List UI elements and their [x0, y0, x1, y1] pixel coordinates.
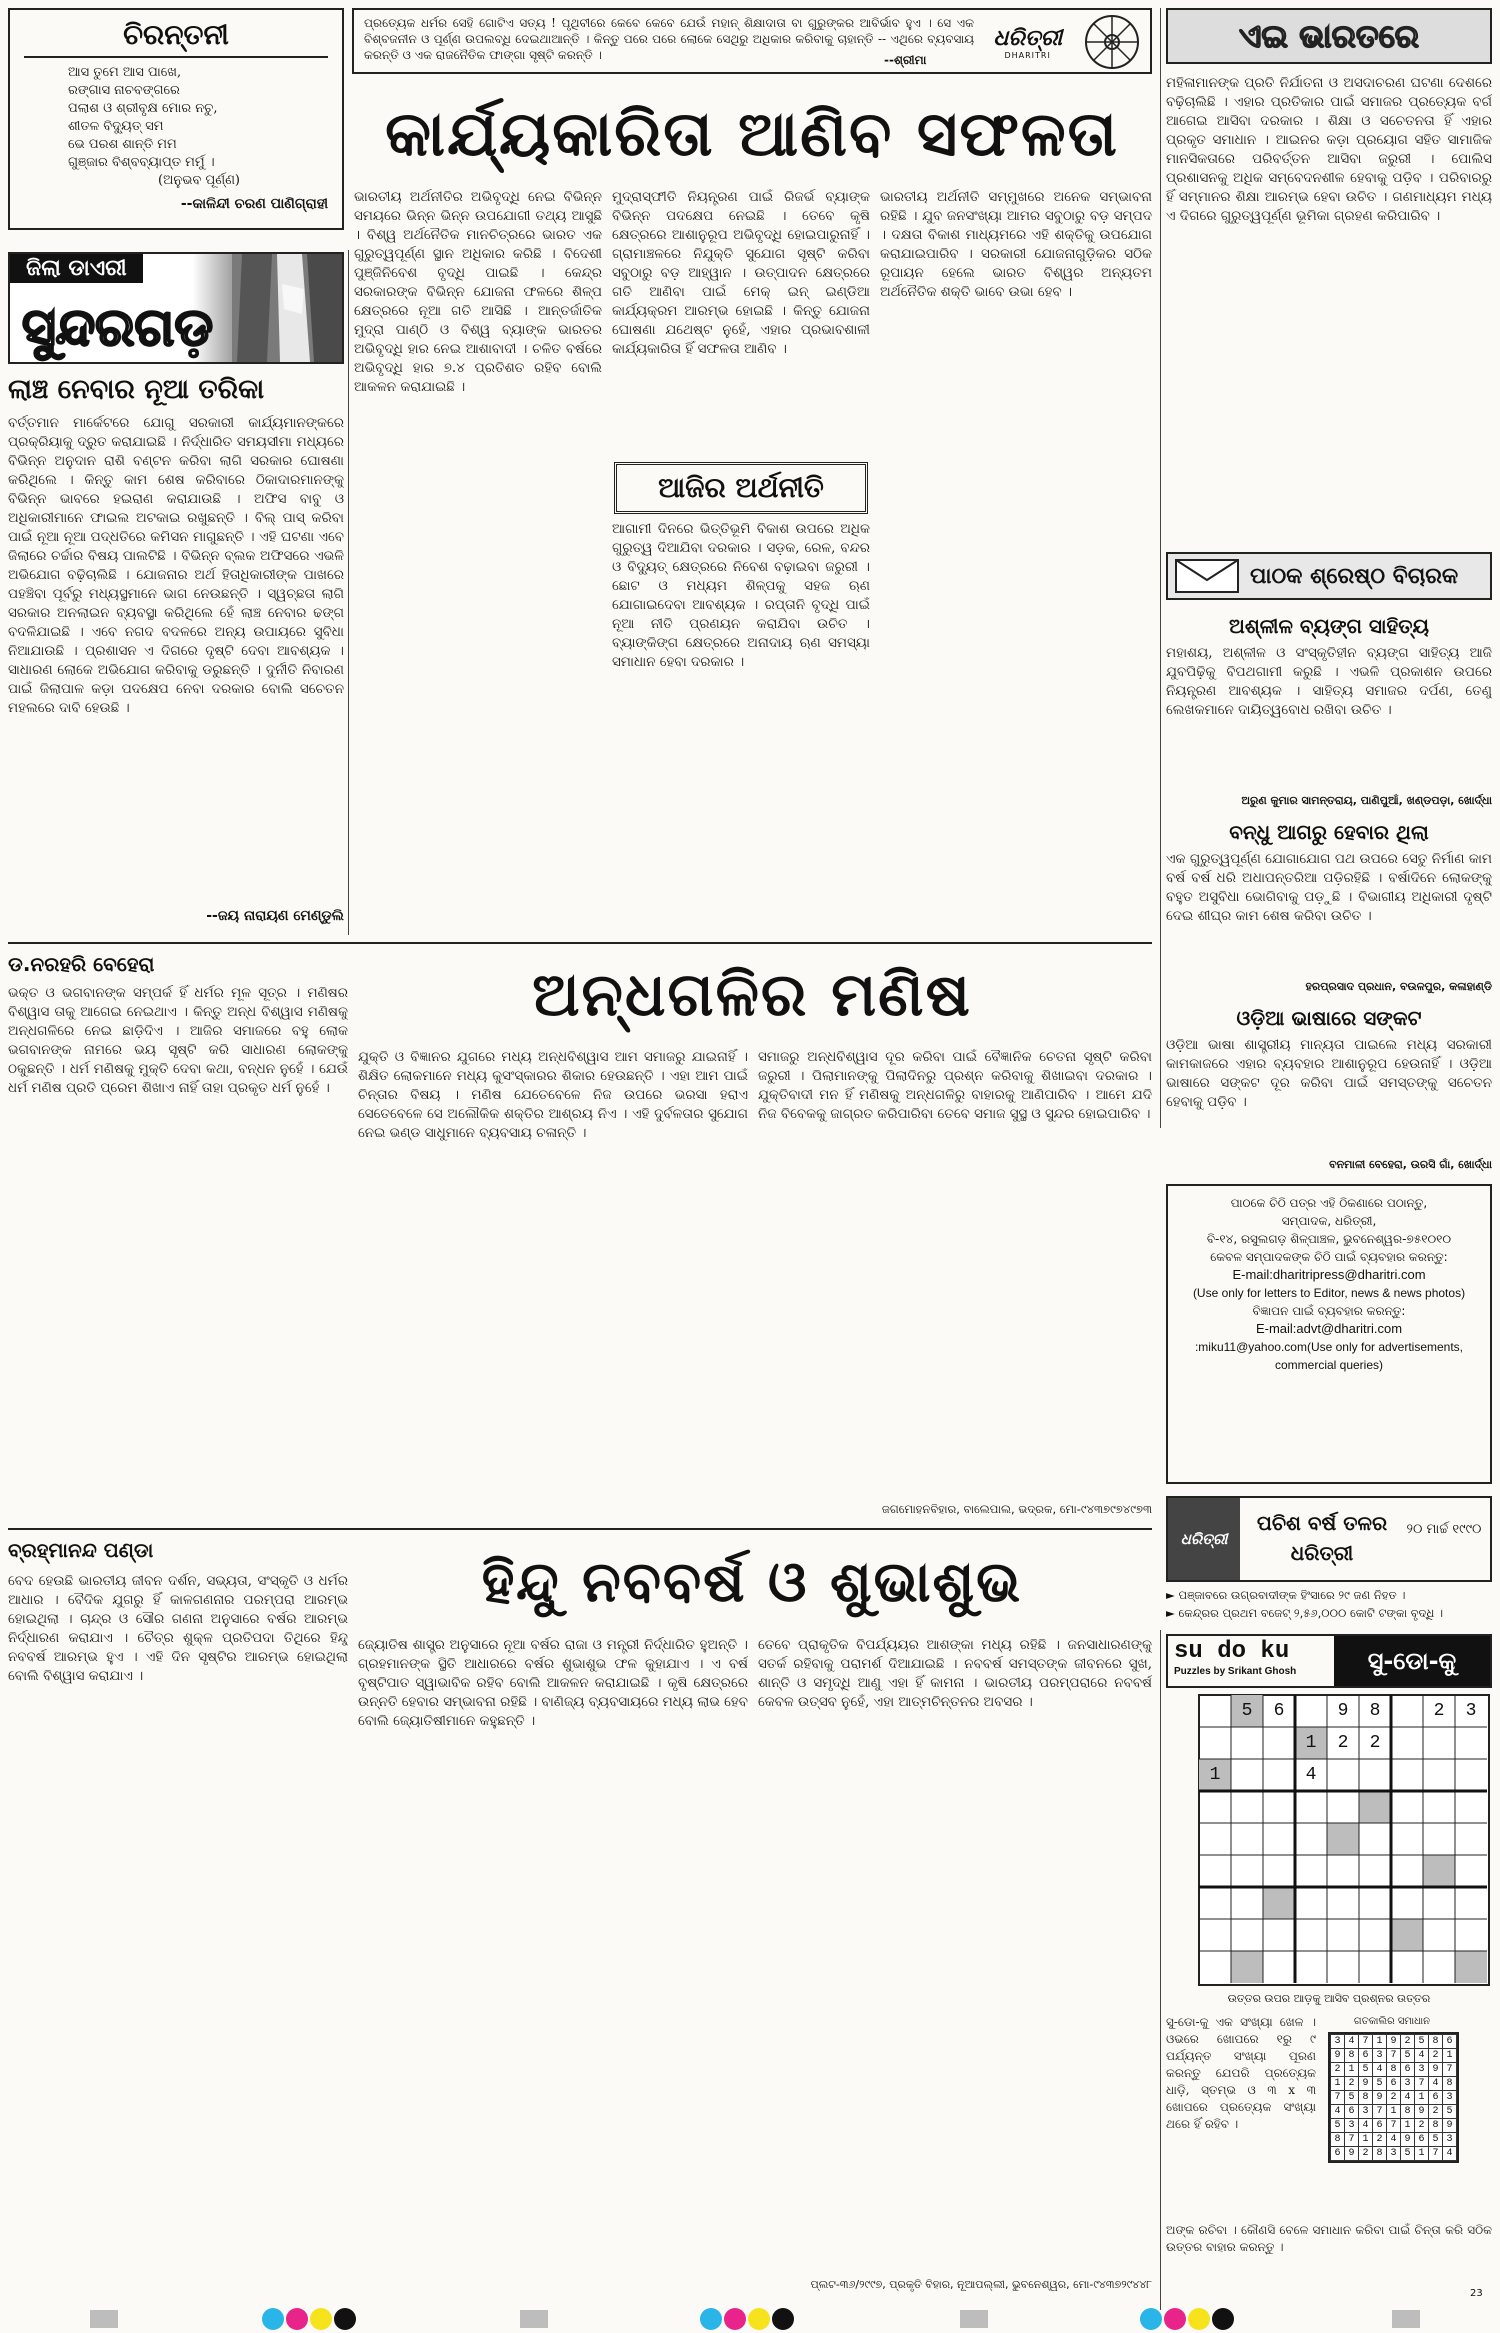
- poem-author: --କାଳିନ୍ଦୀ ଚରଣ ପାଣିଗ୍ରାହୀ: [180, 196, 328, 212]
- sudoku-solution-cell: 8: [1401, 2105, 1414, 2118]
- gray-swatch: [960, 2310, 988, 2328]
- sudoku-solution-cell: 3: [1415, 2063, 1428, 2076]
- sudoku-solution-cell: 6: [1429, 2091, 1442, 2104]
- sudoku-solution-cell: 2: [1401, 2035, 1414, 2048]
- section-divider: [8, 942, 1152, 944]
- economy-body-col2b: ଆଗାମୀ ଦିନରେ ଭିତ୍ତିଭୂମି ବିକାଶ ଉପରେ ଅଧିକ ଗୁରୁତ୍ୱ ଦିଆଯିବା ଦରକାର । ସଡ଼କ, ରେଳ, ବନ୍ଦର ଓ ବିଦ୍ୟୁତ୍ କ୍ଷେତ୍ରରେ ନିବେଶ ବଢ଼ାଇବା ଜରୁରୀ । ଛୋଟ ଓ ମଧ୍ୟମ ଶିଳ୍ପକୁ ସହଜ ଋଣ ଯୋଗାଇଦେବା ଆବଶ୍ୟକ । ରପ୍ତାନି ବୃଦ୍ଧି ପାଇଁ ନୂଆ ନୀତି ପ୍ରଣୟନ କରାଯିବା ଉଚିତ । ବ୍ୟାଙ୍କିଙ୍ଗ କ୍ଷେତ୍ରରେ ଅନାଦାୟ ଋଣ ସମସ୍ୟା ସମାଧାନ ହେବା ଦରକାର ।: [612, 521, 870, 670]
- economy-headline: କାର୍ଯ୍ୟକାରିତା ଆଣିବ ସଫଳତା: [385, 97, 1119, 170]
- letter2-title: ବନ୍ଧୁ ଆଗରୁ ହେବାର ଥିଲା: [1229, 820, 1429, 844]
- section-divider: [8, 1528, 1152, 1530]
- sudoku-solution-cell: 7: [1359, 2035, 1372, 2048]
- newyear-author-line: ପ୍ଲଟ-୩୬/୨୯୯୭, ପ୍ରକୃତି ବିହାର, ନୂଆପଲ୍ଲୀ, ଭୁବନେଶ୍ୱର, ମୋ-୯୪୩୭୨୯୪୪୮: [810, 2278, 1152, 2291]
- waterfall-photo-icon: [232, 254, 342, 362]
- philosophy-author-line: ଜଗମୋହନବିହାର, ବାଲେପାଲ, ଭଦ୍ରକ, ମୋ-୯୪୩୭୯୭୪୯୭୩: [881, 1502, 1152, 1516]
- sudoku-solution-cell: 3: [1443, 2133, 1456, 2146]
- right-column-body: ମହିଳାମାନଙ୍କ ପ୍ରତି ନିର୍ଯାତନା ଓ ଅସଦାଚରଣ ଘଟଣା ଦେଶରେ ବଢ଼ିଚାଲିଛି । ଏହାର ପ୍ରତିକାର ପାଇଁ ସମାଜର ପ୍ରତ୍ୟେକ ବର୍ଗ ଆଗେଇ ଆସିବା ଦରକାର । ଶିକ୍ଷା ଓ ସଚେତନତା ହିଁ ଏହାର ପ୍ରକୃତ ସମାଧାନ । ଆଇନର କଡ଼ା ପ୍ରୟୋଗ ସହିତ ସାମାଜିକ ମାନସିକତାରେ ପରିବର୍ତ୍ତନ ଆସିବା ଜରୁରୀ । ପୋଲିସ ପ୍ରଶାସନକୁ ଅଧିକ ସମ୍ବେଦନଶୀଳ ହେବାକୁ ପଡ଼ିବ । ପରିବାରରୁ ହିଁ ସମ୍ମାନର ଶିକ୍ଷା ଆରମ୍ଭ ହେବା ଉଚିତ । ଗଣମାଧ୍ୟମ ମଧ୍ୟ ଏ ଦିଗରେ ଗୁରୁତ୍ୱପୂର୍ଣ୍ଣ ଭୂମିକା ଗ୍ରହଣ କରିପାରିବ ।: [1166, 75, 1492, 224]
- sudoku-solution-cell: 9: [1443, 2119, 1456, 2132]
- yellow-swatch: [748, 2308, 770, 2330]
- sudoku-solution-cell: 4: [1443, 2147, 1456, 2160]
- sudoku-brand-right: ସୁ-ଡୋ-କୁ: [1334, 1636, 1490, 1686]
- cyan-swatch: [1140, 2308, 1162, 2330]
- sudoku-solution-cell: 2: [1415, 2119, 1428, 2132]
- sudoku-solution-cell: 4: [1331, 2105, 1344, 2118]
- sudoku-rules: ସୁ-ଡୋ-କୁ ଏକ ସଂଖ୍ୟା ଖେଳ । ଓଭରେ ଖୋପରେ ୧ରୁ ୯ ପର୍ଯ୍ୟନ୍ତ ସଂଖ୍ୟା ପୂରଣ କରନ୍ତୁ ଯେପରି ପ୍ରତ୍ୟେକ ଧାଡ଼ି, ସ୍ତମ୍ଭ ଓ ୩ x ୩ ଖୋପରେ ପ୍ରତ୍ୟେକ ସଂଖ୍ୟା ଥରେ ହିଁ ରହିବ ।: [1166, 2015, 1316, 2131]
- sudoku-solution-cell: 6: [1443, 2035, 1456, 2048]
- newyear-body-col3: ତେବେ ପ୍ରାକୃତିକ ବିପର୍ଯ୍ୟୟର ଆଶଙ୍କା ମଧ୍ୟ ରହିଛି । ଜନସାଧାରଣଙ୍କୁ ସତର୍କ ରହିବାକୁ ପରାମର୍ଶ ଦିଆଯାଇଛି । ନବବର୍ଷ ସମସ୍ତଙ୍କ ଜୀବନରେ ସୁଖ, ଶାନ୍ତି ଓ ସମୃଦ୍ଧି ଆଣୁ ଏହା ହିଁ କାମନା । ଭାରତୀୟ ପରମ୍ପରାରେ ନବବର୍ଷ କେବଳ ଉତ୍ସବ ନୁହେଁ, ଏହା ଆତ୍ମଚିନ୍ତନର ଅବସର ।: [758, 1637, 1152, 1710]
- contact-line: ସମ୍ପାଦକ, ଧରିତ୍ରୀ,: [1281, 1214, 1377, 1228]
- sudoku-byline: Puzzles by Srikant Ghosh: [1174, 1666, 1297, 1677]
- sudoku-solution-cell: 1: [1331, 2077, 1344, 2090]
- sudoku-solution-cell: 7: [1331, 2091, 1344, 2104]
- sudoku-solution-cell: 7: [1345, 2133, 1358, 2146]
- sudoku-solution-cell: 6: [1359, 2049, 1372, 2062]
- sudoku-solution-cell: 7: [1373, 2105, 1386, 2118]
- sudoku-solution-cell: 9: [1415, 2105, 1428, 2118]
- sudoku-solution-cell: 1: [1373, 2035, 1386, 2048]
- sudoku-solution-cell: 5: [1415, 2035, 1428, 2048]
- sudoku-solution-cell: 3: [1345, 2119, 1358, 2132]
- quote-box: [352, 8, 1152, 74]
- print-registration-strip: [0, 2306, 1500, 2333]
- sudoku-clue: 2: [1369, 1733, 1381, 1753]
- sudoku-solution-cell: 3: [1373, 2049, 1386, 2062]
- sudoku-solution-cell: 5: [1443, 2105, 1456, 2118]
- sudoku-solution-cell: 3: [1387, 2147, 1400, 2160]
- sudoku-solution-cell: 6: [1415, 2133, 1428, 2146]
- magenta-swatch: [1164, 2308, 1186, 2330]
- sudoku-solution-cell: 3: [1443, 2091, 1456, 2104]
- anniversary-logo: [1168, 1498, 1240, 1580]
- letter3-body: ଓଡ଼ିଆ ଭାଷା ଶାସ୍ତ୍ରୀୟ ମାନ୍ୟତା ପାଇଲେ ମଧ୍ୟ ସରକାରୀ କାମକାଜରେ ଏହାର ବ୍ୟବହାର ଆଶାନୁରୂପ ହେଉନାହିଁ । ଓଡ଼ିଆ ଭାଷାରେ ସଙ୍କଟ ଦୂର କରିବା ପାଇଁ ସମସ୍ତଙ୍କୁ ସଚେତନ ହେବାକୁ ପଡ଼ିବ ।: [1166, 1037, 1492, 1110]
- sudoku-solution-cell: 2: [1387, 2091, 1400, 2104]
- anniversary-item: ► ପଞ୍ଜାବରେ ଉଗ୍ରବାଦୀଙ୍କ ହିଂସାରେ ୨୯ ଜଣ ନିହତ ।: [1166, 1588, 1406, 1602]
- sudoku-solution-cell: 6: [1373, 2119, 1386, 2132]
- dharitri-logo: [993, 26, 1062, 60]
- anniversary-label: ପଚିଶ ବର୍ଷ ତଳର ଧରିତ୍ରୀ: [1256, 1511, 1388, 1565]
- sudoku-solution-cell: 6: [1387, 2077, 1400, 2090]
- letters-header-text: ପାଠକ ଶ୍ରେଷ୍ଠ ବିଚାରକ: [1250, 563, 1459, 589]
- black-swatch: [1212, 2308, 1234, 2330]
- sudoku-brand-left-box: [1168, 1636, 1334, 1686]
- sudoku-solution-cell: 9: [1359, 2077, 1372, 2090]
- sudoku-solution-cell: 8: [1373, 2147, 1386, 2160]
- column-rule: [1160, 8, 1161, 1128]
- sudoku-clue: 5: [1241, 1701, 1253, 1721]
- sudoku-solution-cell: 7: [1387, 2119, 1400, 2132]
- poem-line: ପଲାଶ ଓ ଶ୍ରୀବୃକ୍ଷ ମୋର ନଚୁ,: [68, 101, 218, 116]
- contact-email-editor-note: (Use only for letters to Editor, news & news photos): [1192, 1286, 1466, 1300]
- sudoku-solution-cell: 8: [1331, 2133, 1344, 2146]
- sudoku-solution-cell: 1: [1415, 2147, 1428, 2160]
- magenta-swatch: [724, 2308, 746, 2330]
- right-column-header: [1166, 8, 1492, 64]
- sudoku-clues: [1199, 1695, 1487, 1983]
- poem-line: ଗୁଞ୍ଜାର ବିଶ୍ବବ୍ୟାପ୍ତ ମର୍ମୁ ।: [68, 155, 215, 170]
- newyear-body-col1: ବେଦ ହେଉଛି ଭାରତୀୟ ଜୀବନ ଦର୍ଶନ, ସଭ୍ୟତା, ସଂସ୍କୃତି ଓ ଧର୍ମର ଆଧାର । ବୈଦିକ ଯୁଗରୁ ହିଁ କାଳଗଣନାର ପରମ୍ପରା ଆରମ୍ଭ ହୋଇଥିଲା । ଚାନ୍ଦ୍ର ଓ ସୌର ଗଣନା ଅନୁସାରେ ବର୍ଷର ଆରମ୍ଭ ନିର୍ଦ୍ଧାରଣ କରାଯାଏ । ଚୈତ୍ର ଶୁକ୍ଳ ପ୍ରତିପଦା ତିଥିରେ ହିନ୍ଦୁ ନବବର୍ଷ ଆରମ୍ଭ ହୁଏ । ଏହି ଦିନ ସୃଷ୍ଟିର ଆରମ୍ଭ ହୋଇଥିଲା ବୋଲି ବିଶ୍ୱାସ କରାଯାଏ ।: [8, 1573, 348, 1684]
- letter3-title: ଓଡ଼ିଆ ଭାଷାରେ ସଙ୍କଟ: [1236, 1006, 1422, 1030]
- gray-swatch: [1392, 2310, 1420, 2328]
- sudoku-clue: 1: [1209, 1765, 1221, 1785]
- sudoku-solution-cell: 6: [1401, 2063, 1414, 2076]
- page-number: 23: [1470, 2288, 1483, 2299]
- black-swatch: [772, 2308, 794, 2330]
- sudoku-solution-cell: 5: [1401, 2049, 1414, 2062]
- sudoku-solution-cell: 7: [1443, 2063, 1456, 2076]
- economy-column-label-text: ଆଜିର ଅର୍ଥନୀତି: [658, 471, 824, 504]
- sudoku-solution-cell: 4: [1359, 2119, 1372, 2132]
- sudoku-solution-cell: 9: [1373, 2091, 1386, 2104]
- sudoku-solution-cell: 4: [1401, 2091, 1414, 2104]
- sudoku-solution-cell: 9: [1345, 2147, 1358, 2160]
- sudoku-solution-cell: 8: [1443, 2077, 1456, 2090]
- sudoku-solution-cell: 8: [1359, 2091, 1372, 2104]
- philosophy-body-col1: ଭକ୍ତ ଓ ଭଗବାନଙ୍କ ସମ୍ପର୍କ ହିଁ ଧର୍ମର ମୂଳ ସୂତ୍ର । ମଣିଷର ବିଶ୍ୱାସ ତାକୁ ଆଗେଇ ନେଇଥାଏ । କିନ୍ତୁ ଅନ୍ଧ ବିଶ୍ୱାସ ମଣିଷକୁ ଅନ୍ଧଗଳିରେ ନେଇ ଛାଡ଼ିଦିଏ । ଆଜିର ସମାଜରେ ବହୁ ଲୋକ ଭଗବାନଙ୍କ ନାମରେ ଭୟ ସୃଷ୍ଟି କରି ସାଧାରଣ ଲୋକଙ୍କୁ ଠକୁଛନ୍ତି । ଧର୍ମ ମଣିଷକୁ ମୁକ୍ତି ଦେବା କଥା, ବନ୍ଧନ ନୁହେଁ । ଯେଉଁ ଧର୍ମ ମଣିଷ ପ୍ରତି ପ୍ରେମ ଶିଖାଏ ନାହିଁ ତାହା ପ୍ରକୃତ ଧର୍ମ ନୁହେଁ ।: [8, 985, 348, 1096]
- letters-header: [1166, 552, 1492, 600]
- sudoku-solution-cell: 9: [1331, 2049, 1344, 2062]
- sudoku-solution-cell: 3: [1401, 2077, 1414, 2090]
- sudoku-solution-cell: 7: [1415, 2077, 1428, 2090]
- sudoku-clue: 2: [1433, 1701, 1445, 1721]
- poem-section-title: ଚିରନ୍ତନୀ: [24, 18, 328, 58]
- black-swatch: [334, 2308, 356, 2330]
- sudoku-solution-cell: 1: [1401, 2119, 1414, 2132]
- yellow-swatch: [1188, 2308, 1210, 2330]
- sudoku-solution-cell: 6: [1331, 2147, 1344, 2160]
- sudoku-solution-cell: 8: [1345, 2049, 1358, 2062]
- sudoku-solution-cell: 4: [1373, 2063, 1386, 2076]
- sudoku-solution-cell: 2: [1345, 2077, 1358, 2090]
- contact-box: [1166, 1184, 1492, 1484]
- quote-attribution: --ଶ୍ରୀମା: [884, 53, 927, 67]
- sudoku-solution-cell: 9: [1387, 2035, 1400, 2048]
- cyan-swatch: [262, 2308, 284, 2330]
- philosophy-body-col2: ଯୁକ୍ତି ଓ ବିଜ୍ଞାନର ଯୁଗରେ ମଧ୍ୟ ଅନ୍ଧବିଶ୍ୱାସ ଆମ ସମାଜରୁ ଯାଇନାହିଁ । ଶିକ୍ଷିତ ଲୋକମାନେ ମଧ୍ୟ କୁସଂସ୍କାରର ଶିକାର ହେଉଛନ୍ତି । ଏହା ଆମ ପାଇଁ ଚିନ୍ତାର ବିଷୟ । ମଣିଷ ଯେତେବେଳେ ନିଜ ଉପରେ ଭରସା ହରାଏ ସେତେବେଳେ ସେ ଅଲୌକିକ ଶକ୍ତିର ଆଶ୍ରୟ ନିଏ । ଏହି ଦୁର୍ବଳତାର ସୁଯୋଗ ନେଇ ଭଣ୍ଡ ସାଧୁମାନେ ବ୍ୟବସାୟ ଚଳାନ୍ତି ।: [358, 1049, 748, 1141]
- sudoku-solution-cell: 2: [1429, 2105, 1442, 2118]
- sudoku-solution-cell: 2: [1359, 2147, 1372, 2160]
- newyear-headline: ହିନ୍ଦୁ ନବବର୍ଷ ଓ ଶୁଭାଶୁଭ: [481, 1550, 1023, 1615]
- sudoku-solution-cell: 2: [1331, 2063, 1344, 2076]
- sudoku-solution-cell: 5: [1359, 2063, 1372, 2076]
- poem-line: ରଙ୍ଗାସ ନାଚବଙ୍ଗରେ: [68, 83, 180, 98]
- poem-line: ଶୀତଳ ବିଦ୍ୟୁତ୍ ସମ: [68, 119, 164, 134]
- sudoku-solution-cell: 5: [1345, 2091, 1358, 2104]
- sudoku-solution-cell: 5: [1429, 2133, 1442, 2146]
- economy-column-label: [614, 462, 868, 514]
- sudoku-brand-left: su do ku: [1174, 1638, 1290, 1665]
- poem-line: ଆସ ତୁମେ ଆସ ପାଖେ,: [68, 65, 182, 80]
- sudoku-solution-cell: 5: [1373, 2077, 1386, 2090]
- district-name: ସୁନ୍ଦରଗଡ଼: [22, 298, 213, 358]
- contact-email-editor: E-mail:dharitripress@dharitri.com: [1232, 1267, 1426, 1282]
- sudoku-solution-cell: 1: [1359, 2133, 1372, 2146]
- envelope-icon: [1174, 556, 1244, 596]
- district-diary-body: ବର୍ତ୍ତମାନ ମାର୍କେଟରେ ଯୋଗୁ ସରକାରୀ କାର୍ଯ୍ୟମାନଙ୍କରେ ପ୍ରକ୍ରିୟାକୁ ଦ୍ରୁତ କରାଯାଇଛି । ନିର୍ଦ୍ଧାରିତ ସମୟସୀମା ମଧ୍ୟରେ ବିଭିନ୍ନ ଅନୁଦାନ ରାଶି ବଣ୍ଟନ କରିବା ଲାଗି ସରକାର ଘୋଷଣା କରିଥିଲେ । କିନ୍ତୁ କାମ ଶେଷ କରିବାରେ ଠିକାଦାରମାନଙ୍କୁ ବିଭିନ୍ନ ଭାବରେ ହଇରାଣ କରାଯାଉଛି । ଅଫିସ ବାବୁ ଓ ଅଧିକାରୀମାନେ ଫାଇଲ ଅଟକାଇ ରଖୁଛନ୍ତି । ବିଲ୍ ପାସ୍ କରିବା ପାଇଁ ନୂଆ ନୂଆ ପଦ୍ଧତିରେ କମିସନ ମାଗୁଛନ୍ତି । ଏହି ଘଟଣା ଏବେ ଜିଲାରେ ଚର୍ଚ୍ଚାର ବିଷୟ ପାଲଟିଛି । ବିଭିନ୍ନ ବ୍ଲକ ଅଫିସରେ ଏଭଳି ଅଭିଯୋଗ ବଢ଼ିଚାଲିଛି । ଯୋଜନାର ଅର୍ଥ ହିତାଧିକାରୀଙ୍କ ପାଖରେ ପହଞ୍ଚିବା ପୂର୍ବରୁ ମଧ୍ୟସ୍ଥମାନେ ଭାଗ ନେଉଛନ୍ତି । ସ୍ୱଚ୍ଛତା ଲାଗି ସରକାର ଅନଲାଇନ ବ୍ୟବସ୍ଥା କରିଥିଲେ ହେଁ ଲାଞ୍ଚ ନେବାର ଢଙ୍ଗ ବଦଳିଯାଇଛି । ଏବେ ନଗଦ ବଦଳରେ ଅନ୍ୟ ଉପାୟରେ ସୁବିଧା ନିଆଯାଉଛି । ପ୍ରଶାସନ ଏ ଦିଗରେ ଦୃଷ୍ଟି ଦେବା ଆବଶ୍ୟକ । ସାଧାରଣ ଲୋକେ ଅଭିଯୋଗ କରିବାକୁ ଡରୁଛନ୍ତି । ଦୁର୍ନୀତି ନିବାରଣ ପାଇଁ ଜିଲାପାଳ କଡ଼ା ପଦକ୍ଷେପ ନେବା ଦରକାର ବୋଲି ସଚେତନ ମହଲରେ ଦାବି ହେଉଛି ।: [8, 415, 344, 716]
- sudoku-solution-cell: 8: [1387, 2063, 1400, 2076]
- sudoku-solution-cell: 9: [1429, 2063, 1442, 2076]
- contact-line: ବି-୧୪, ରସୁଲଗଡ଼ ଶିଳ୍ପାଞ୍ଚଳ, ଭୁବନେଶ୍ୱର-୭୫୧୦୧୦: [1206, 1232, 1452, 1246]
- sudoku-solution-cell: 1: [1345, 2063, 1358, 2076]
- poem-line: ଭେ ପରଶ ଶାନ୍ତି ମମ: [68, 137, 177, 152]
- sudoku-solution-label: ଗତକାଲିର ସମାଧାନ: [1353, 2016, 1431, 2027]
- philosophy-byline: ଡ.ନରହରି ବେହେରା: [8, 952, 155, 976]
- gray-swatch: [520, 2310, 548, 2328]
- anniversary-date: ୨୦ ମାର୍ଚ୍ଚ ୧୯୯୦: [1406, 1522, 1482, 1537]
- district-diary-author: --ଜୟ ନାରାୟଣ ମେଣ୍ଡୁଲି: [206, 908, 344, 924]
- sudoku-solution-cell: 4: [1387, 2133, 1400, 2146]
- letter1-author: ଅରୁଣ କୁମାର ସାମନ୍ତରାୟ, ପାଣିପୁଆଁ, ଖଣ୍ଡପଡ଼ା, ଖୋର୍ଦ୍ଧା: [1241, 794, 1492, 807]
- sudoku-clue: 2: [1337, 1733, 1349, 1753]
- letter1-body: ମହାଶୟ, ଅଶ୍ଳୀଳ ଓ ସଂସ୍କୃତିହୀନ ବ୍ୟଙ୍ଗ ସାହିତ୍ୟ ଆଜି ଯୁବପିଢ଼ିକୁ ବିପଥଗାମୀ କରୁଛି । ଏଭଳି ପ୍ରକାଶନ ଉପରେ ନିୟନ୍ତ୍ରଣ ଆବଶ୍ୟକ । ସାହିତ୍ୟ ସମାଜର ଦର୍ପଣ, ତେଣୁ ଲେଖକମାନେ ଦାୟିତ୍ୱବୋଧ ରଖିବା ଉଚିତ ।: [1166, 645, 1492, 718]
- poem-line: (ଅନୁଭବ ପୂର୍ଣ୍ଣ): [158, 173, 240, 188]
- yellow-swatch: [310, 2308, 332, 2330]
- anniversary-logo-text: ଧରିତ୍ରୀ: [1180, 1530, 1228, 1548]
- sudoku-brand: [1166, 1634, 1492, 1688]
- sudoku-clue: 4: [1305, 1765, 1317, 1785]
- philosophy-body-col3: ସମାଜରୁ ଅନ୍ଧବିଶ୍ୱାସ ଦୂର କରିବା ପାଇଁ ବୈଜ୍ଞାନିକ ଚେତନା ସୃଷ୍ଟି କରିବା ଜରୁରୀ । ପିଲାମାନଙ୍କୁ ପିଲାଦିନରୁ ପ୍ରଶ୍ନ କରିବାକୁ ଶିଖାଇବା ଦରକାର । ଯୁକ୍ତିବାଦୀ ମନ ହିଁ ମଣିଷକୁ ଅନ୍ଧଗଳିରୁ ବାହାରକୁ ଆଣିପାରିବ । ଆମେ ଯଦି ନିଜ ବିବେକକୁ ଜାଗ୍ରତ କରିପାରିବା ତେବେ ସମାଜ ସୁସ୍ଥ ଓ ସୁନ୍ଦର ହୋଇପାରିବ ।: [758, 1049, 1152, 1122]
- magenta-swatch: [286, 2308, 308, 2330]
- district-diary-headline: ଲାଞ୍ଚ ନେବାର ନୂଆ ତରିକା: [8, 374, 265, 405]
- letter2-body: ଏକ ଗୁରୁତ୍ୱପୂର୍ଣ୍ଣ ଯୋଗାଯୋଗ ପଥ ଉପରେ ସେତୁ ନିର୍ମାଣ କାମ ବର୍ଷ ବର୍ଷ ଧରି ଅଧାପନ୍ତରିଆ ପଡ଼ିରହିଛି । ବର୍ଷାଦିନେ ଲୋକଙ୍କୁ ବହୁତ ଅସୁବିଧା ଭୋଗିବାକୁ ପଡ଼ୁଛି । ବିଭାଗୀୟ ଅଧିକାରୀ ଦୃଷ୍ଟି ଦେଇ ଶୀଘ୍ର କାମ ଶେଷ କରିବା ଉଚିତ ।: [1166, 851, 1492, 924]
- right-column-header-text: ଏଇ ଭାରତରେ: [1238, 16, 1420, 55]
- sudoku-solution-cell: 2: [1429, 2049, 1442, 2062]
- sudoku-clue: 1: [1305, 1733, 1317, 1753]
- letter2-author: ହରପ୍ରସାଦ ପ୍ରଧାନ, ବଉଳପୁର, କଳାହାଣ୍ଡି: [1305, 980, 1492, 993]
- sudoku-solution-cell: 3: [1331, 2035, 1344, 2048]
- district-diary-banner: [8, 252, 344, 364]
- sudoku-clue: 8: [1369, 1701, 1381, 1721]
- logo-sub: DHARITRI: [1004, 51, 1051, 60]
- letter1-title: ଅଶ୍ଳୀଳ ବ୍ୟଙ୍ଗ ସାହିତ୍ୟ: [1229, 614, 1429, 638]
- letter3-author: ବନମାଳୀ ବେହେରା, ଉରସି ଗାଁ, ଖୋର୍ଦ୍ଧା: [1329, 1158, 1492, 1171]
- newyear-body-col2: ଜ୍ୟୋତିଷ ଶାସ୍ତ୍ର ଅନୁସାରେ ନୂଆ ବର୍ଷର ରାଜା ଓ ମନ୍ତ୍ରୀ ନିର୍ଦ୍ଧାରିତ ହୁଅନ୍ତି । ଗ୍ରହମାନଙ୍କ ସ୍ଥିତି ଆଧାରରେ ବର୍ଷର ଶୁଭାଶୁଭ ଫଳ କୁହାଯାଏ । ଏ ବର୍ଷ ବୃଷ୍ଟିପାତ ସ୍ୱାଭାବିକ ରହିବ ବୋଲି ଆକଳନ କରାଯାଇଛି । କୃଷି କ୍ଷେତ୍ରରେ ଉନ୍ନତି ହେବାର ସମ୍ଭାବନା ରହିଛି । ବାଣିଜ୍ୟ ବ୍ୟବସାୟରେ ମଧ୍ୟ ଲାଭ ହେବ ବୋଲି ଜ୍ୟୋତିଷୀମାନେ କହୁଛନ୍ତି ।: [358, 1637, 748, 1729]
- wheel-emblem-icon: [1082, 13, 1142, 71]
- district-diary-label: ଜିଲା ଡାଏରୀ: [10, 254, 143, 283]
- sudoku-clue: 9: [1337, 1701, 1349, 1721]
- logo-text: ଧରିତ୍ରୀ: [993, 26, 1062, 51]
- contact-line: ପାଠକେ ଚିଠି ପତ୍ର ଏହି ଠିକଣାରେ ପଠାନ୍ତୁ,: [1230, 1196, 1428, 1210]
- sudoku-solution-cell: 8: [1429, 2035, 1442, 2048]
- sudoku-solution-cell: 4: [1345, 2035, 1358, 2048]
- gray-swatch: [90, 2310, 118, 2328]
- poem-box: [8, 8, 344, 230]
- contact-line: କେବଳ ସମ୍ପାଦକଙ୍କ ଚିଠି ପାଇଁ ବ୍ୟବହାର କରନ୍ତୁ:: [1210, 1250, 1448, 1264]
- quote-text: ପ୍ରତ୍ୟେକ ଧର୍ମର ସେହି ଗୋଟିଏ ସତ୍ୟ ! ପୃଥିବୀରେ କେବେ କେବେ ଯେଉଁ ମହାନ୍ ଶିକ୍ଷାଦାତା ବା ଗୁରୁଙ୍କର ଆବିର୍ଭାବ ହୁଏ । ସେ ଏକ ବିଶ୍ବଜନୀନ ଓ ପୂର୍ଣ୍ଣ ଉପଲବ୍ଧି ଦେଇଥାଆନ୍ତି । କିନ୍ତୁ ପରେ ପରେ ଲୋକେ ସେଥିରୁ ଅଧିକାର କରିବାକୁ ଚାହାନ୍ତି -- ଏଥିରେ ବ୍ୟବସାୟ କରନ୍ତି ଓ ଏକ ରାଜନୈତିକ ଫାଙ୍ଗା ସୃଷ୍ଟି କରନ୍ତି ।: [364, 16, 974, 62]
- sudoku-solution-cell: 6: [1345, 2105, 1358, 2118]
- sudoku-caption: ଉତ୍ତର ଉପର ଆଡ଼କୁ ଆସିବ ପ୍ରଶ୍ନର ଉତ୍ତର: [1227, 1992, 1431, 2005]
- sudoku-solution-grid: [1328, 2032, 1459, 2163]
- cyan-swatch: [700, 2308, 722, 2330]
- anniversary-item: ► କେନ୍ଦ୍ରର ପ୍ରଥମ ବଜେଟ୍ ୨,୫୬,୦୦୦ କୋଟି ଟଙ୍କା ବୃଦ୍ଧି ।: [1166, 1606, 1444, 1620]
- anniversary-box: [1166, 1496, 1492, 1582]
- contact-email-ads: E-mail:advt@dharitri.com: [1255, 1321, 1403, 1336]
- sudoku-solution-cell: 2: [1373, 2133, 1386, 2146]
- contact-email-ads-alt: :miku11@yahoo.com(Use only for advertisements, commercial queries): [1194, 1340, 1464, 1372]
- sudoku-solution-cell: 1: [1443, 2049, 1456, 2062]
- sudoku-solution-cell: 5: [1331, 2119, 1344, 2132]
- poem-lines: [24, 64, 328, 190]
- sudoku-solution-cell: 7: [1429, 2147, 1442, 2160]
- sudoku-footer: ଅଙ୍କ ରଚିବା । କୌଣସି ବେଳେ ସମାଧାନ କରିବା ପାଇଁ ଚିନ୍ତା କରି ସଠିକ ଉତ୍ତର ବାହାର କରନ୍ତୁ ।: [1166, 2223, 1492, 2254]
- contact-ads-label: ବିଜ୍ଞାପନ ପାଇଁ ବ୍ୟବହାର କରନ୍ତୁ:: [1252, 1304, 1406, 1318]
- sudoku-solution-cell: 1: [1387, 2105, 1400, 2118]
- newyear-byline: ବ୍ରହ୍ମାନନ୍ଦ ପଣ୍ଡା: [8, 1538, 154, 1562]
- philosophy-headline: ଅନ୍ଧଗଳିର ମଣିଷ: [532, 960, 972, 1030]
- sudoku-clue: 3: [1465, 1701, 1477, 1721]
- sudoku-solution-cell: 3: [1359, 2105, 1372, 2118]
- column-rule: [1160, 1630, 1161, 2310]
- sudoku-solution-cell: 9: [1401, 2133, 1414, 2146]
- sudoku-solution-cell: 1: [1415, 2091, 1428, 2104]
- economy-body-col2: ମୁଦ୍ରାସ୍ଫୀତି ନିୟନ୍ତ୍ରଣ ପାଇଁ ରିଜର୍ଭ ବ୍ୟାଙ୍କ ବିଭିନ୍ନ ପଦକ୍ଷେପ ନେଇଛି । ତେବେ କୃଷି କ୍ଷେତ୍ରରେ ଆଶାନୁରୂପ ଅଭିବୃଦ୍ଧି ହୋଇପାରୁନାହିଁ । ଗ୍ରାମାଞ୍ଚଳରେ ନିଯୁକ୍ତି ସୁଯୋଗ ସୃଷ୍ଟି କରିବା ସବୁଠାରୁ ବଡ଼ ଆହ୍ୱାନ । ଉତ୍ପାଦନ କ୍ଷେତ୍ରରେ ଗତି ଆଣିବା ପାଇଁ ମେକ୍ ଇନ୍ ଇଣ୍ଡିଆ କାର୍ଯ୍ୟକ୍ରମ ଆରମ୍ଭ ହୋଇଛି । କିନ୍ତୁ ଯୋଜନା ଘୋଷଣା ଯଥେଷ୍ଟ ନୁହେଁ, ଏହାର ପ୍ରଭାବଶାଳୀ କାର୍ଯ୍ୟକାରିତା ହିଁ ସଫଳତା ଆଣିବ ।: [612, 189, 870, 357]
- sudoku-solution-cell: 7: [1387, 2049, 1400, 2062]
- sudoku-solution-cell: 4: [1415, 2049, 1428, 2062]
- sudoku-clue: 6: [1273, 1701, 1285, 1721]
- economy-body-col3: ଭାରତୀୟ ଅର୍ଥନୀତି ସମ୍ମୁଖରେ ଅନେକ ସମ୍ଭାବନା ରହିଛି । ଯୁବ ଜନସଂଖ୍ୟା ଆମର ସବୁଠାରୁ ବଡ଼ ସମ୍ପଦ । ଦକ୍ଷତା ବିକାଶ ମାଧ୍ୟମରେ ଏହି ଶକ୍ତିକୁ ଉପଯୋଗ କରାଯାଇପାରିବ । ସରକାରୀ ଯୋଜନାଗୁଡ଼ିକର ସଠିକ ରୂପାୟନ ହେଲେ ଭାରତ ବିଶ୍ୱର ଅନ୍ୟତମ ଅର୍ଥନୈତିକ ଶକ୍ତି ଭାବେ ଉଭା ହେବ ।: [880, 189, 1152, 300]
- sudoku-solution-cell: 4: [1429, 2077, 1442, 2090]
- economy-body-col1: ଭାରତୀୟ ଅର୍ଥନୀତିର ଅଭିବୃଦ୍ଧି ନେଇ ବିଭିନ୍ନ ସମୟରେ ଭିନ୍ନ ଭିନ୍ନ ଉପଯୋଗୀ ତଥ୍ୟ ଆସୁଛି । ବିଶ୍ୱ ଅର୍ଥନୈତିକ ମାନଚିତ୍ରରେ ଭାରତ ଏକ ଗୁରୁତ୍ୱପୂର୍ଣ୍ଣ ସ୍ଥାନ ଅଧିକାର କରିଛି । ବିଦେଶୀ ପୁଞ୍ଜିନିବେଶ ବୃଦ୍ଧି ପାଇଛି । କେନ୍ଦ୍ର ସରକାରଙ୍କ ବିଭିନ୍ନ ଯୋଜନା ଫଳରେ ଶିଳ୍ପ କ୍ଷେତ୍ରରେ ନୂଆ ଗତି ଆସିଛି । ଆନ୍ତର୍ଜାତିକ ମୁଦ୍ରା ପାଣ୍ଠି ଓ ବିଶ୍ୱ ବ୍ୟାଙ୍କ ଭାରତର ଅଭିବୃଦ୍ଧି ହାର ନେଇ ଆଶାବାଦୀ । ଚଳିତ ବର୍ଷରେ ଅଭିବୃଦ୍ଧି ହାର ୭.୪ ପ୍ରତିଶତ ରହିବ ବୋଲି ଆକଳନ କରାଯାଇଛି ।: [354, 189, 602, 395]
- sudoku-solution-cell: 5: [1401, 2147, 1414, 2160]
- sudoku-solution-cell: 8: [1429, 2119, 1442, 2132]
- column-rule: [348, 250, 349, 935]
